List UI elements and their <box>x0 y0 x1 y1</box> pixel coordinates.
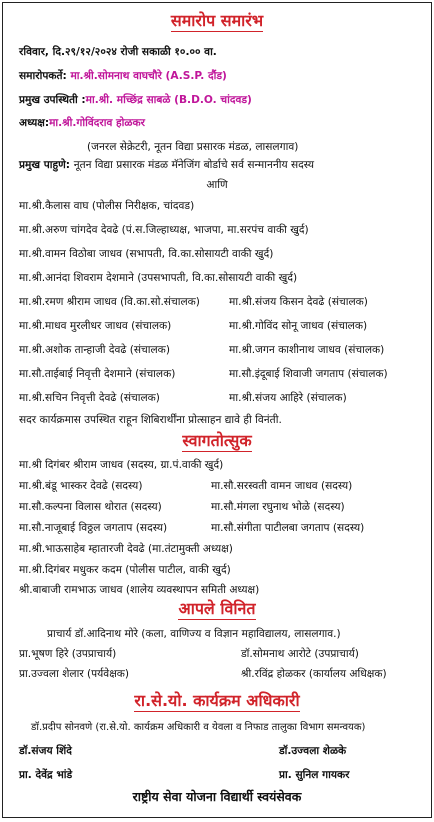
person-3: मा.श्री.वामन विठोबा जाधव (सभापती, वि.का.सोसायटी वाकी खुर्द) <box>19 248 274 260</box>
closer-row <box>19 69 227 83</box>
chief-row <box>19 93 252 107</box>
president-label: अध्यक्ष: <box>19 117 50 129</box>
nss-5: प्रा. सुनिल गायकर <box>279 769 350 781</box>
welcome-heading: स्वागतोत्सुक <box>182 431 252 450</box>
person-9: मा.श्री.अशोक तान्हाजी देवढे (संचालक) <box>19 344 170 356</box>
president-note: (जनरल सेक्रेटरी, नूतन विद्या प्रसारक मंडळ, लासलगाव) <box>87 141 299 153</box>
humble-1: प्राचार्य डॉ.आदिनाथ मोरे (कला, वाणिज्य व विज्ञान महाविद्यालय, लासलगाव.) <box>47 628 341 640</box>
humble-heading: आपले विनित <box>178 599 256 618</box>
person-1: मा.श्री.कैलास वाघ (पोलीस निरीक्षक, चांदवड) <box>19 200 195 212</box>
invite-line: सदर कार्यक्रमास उपस्थित राहून शिबिरार्थींना प्रोत्साहन द्यावे ही विनंती. <box>19 414 282 426</box>
chief-name: मा.श्री. मच्छिंद्र साबळे (B.D.O. चांदवड) <box>85 94 252 106</box>
welcome-2: मा.श्री.बंडू भास्कर देवढे (सदस्य) <box>19 480 143 492</box>
person-10: मा.श्री.जगन काशीनाथ जाधव (संचालक) <box>229 344 385 356</box>
chief-label: प्रमुख उपस्थिती : <box>19 94 86 106</box>
nss-1: डॉ.प्रदीप सोनवणे (रा.से.यो. कार्यक्रम अधिकारी व येवला व निफाड तालुका विभाग समन्वयक) <box>31 722 366 733</box>
humble-4: प्रा.उज्वला शेलार (पर्यवेक्षक) <box>19 668 130 680</box>
president-row <box>19 116 145 130</box>
welcome-5: मा.सौ.मंगला रघुनाथ भोळे (सदस्य) <box>211 501 345 513</box>
welcome-1: मा.श्री दिगंबर श्रीराम जाधव (सदस्य, ग्रा.पं.वाकी खुर्द) <box>19 459 224 471</box>
person-14: मा.श्री.संजय आहिरे (संचालक) <box>229 392 347 404</box>
welcome-6: मा.सौ.नाजूबाई विठ्ठल जगताप (सदस्य) <box>19 522 168 534</box>
person-12: मा.सौ.इंदूबाई शिवाजी जगताप (संचालक) <box>229 368 388 380</box>
welcome-4: मा.सौ.कल्पना विलास थोरात (सदस्य) <box>19 501 162 513</box>
humble-5: श्री.रविंद्र होळकर (कार्यालय अधिक्षक) <box>241 668 387 680</box>
humble-3: डॉ.सोमनाथ आरोटे (उपप्राचार्य) <box>241 648 359 660</box>
person-6: मा.श्री.संजय किसन देवढे (संचालक) <box>229 296 368 308</box>
invitation-card <box>2 2 432 818</box>
welcome-10: श्री.बाबाजी रामभाऊ जाधव (शालेय व्यवस्थापन समिती अध्यक्ष) <box>19 584 260 596</box>
guests-text: नूतन विद्या प्रसारक मंडळ मॅनेजिंग बोर्डाचे सर्व सन्माननीय सदस्य <box>73 159 315 171</box>
nss-officers-heading: रा.से.यो. कार्यक्रम अधिकारी <box>134 691 300 710</box>
guests-row <box>19 158 314 172</box>
welcome-7: मा.सौ.संगीता पाटीलबा जगताप (सदस्य) <box>211 522 365 534</box>
welcome-3: मा.सौ.सरस्वती वामन जाधव (सदस्य) <box>211 480 353 492</box>
date-line: रविवार, दि.२९/१२/२०२४ रोजी सकाळी १०.०० वा. <box>19 46 217 58</box>
person-2: मा.श्री.अरुण चांगदेव देवढे (पं.स.जिल्हाध्यक्ष, भाजपा, मा.सरपंच वाकी खुर्द) <box>19 224 309 236</box>
nss-2: डॉ.संजय शिंदे <box>19 745 72 757</box>
closer-name: मा.श्री.सोमनाथ वाघचौरे (A.S.P. दौंड) <box>70 70 227 82</box>
closing-ceremony-heading: समारोप समारंभ <box>170 11 264 30</box>
person-5: मा.श्री.रमण श्रीराम जाधव (वि.का.सो.संचालक) <box>19 296 200 308</box>
welcome-9: मा.श्री.दिगंबर मधुकर कदम (पोलीस पाटील, वाकी खुर्द) <box>19 564 231 576</box>
person-7: मा.श्री.माधव मुरलीधर जाधव (संचालक) <box>19 320 172 332</box>
person-8: मा.श्री.गोविंद सोनू जाधव (संचालक) <box>229 320 368 332</box>
person-13: मा.श्री.सचिन निवृत्ती देवढे (संचालक) <box>19 392 160 404</box>
person-4: मा.श्री.आनंदा शिवराम देशमाने (उपसभापती, वि.का.सोसायटी वाकी खुर्द) <box>19 272 298 284</box>
welcome-8: मा.श्री.भाऊसाहेब म्हातारजी देवढे (मा.तंटामुक्ती अध्यक्ष) <box>19 543 233 555</box>
president-name: मा.श्री.गोविंदराव होळकर <box>49 117 145 129</box>
humble-2: प्रा.भूषण हिरे (उपप्राचार्य) <box>19 648 117 660</box>
guests-label: प्रमुख पाहुणे: <box>19 159 74 171</box>
person-11: मा.सौ.ताईबाई निवृत्ती देशमाने (संचालक) <box>19 368 176 380</box>
closer-label: समारोपकर्ते: <box>19 70 71 82</box>
nss-4: प्रा. देवेंद्र भांडे <box>19 769 73 781</box>
and-text: आणि <box>206 179 228 191</box>
nss-3: डॉ.उज्वला शेळके <box>279 745 347 757</box>
footer-volunteers: राष्ट्रीय सेवा योजना विद्यार्थी स्वयंसेवक <box>132 789 302 804</box>
